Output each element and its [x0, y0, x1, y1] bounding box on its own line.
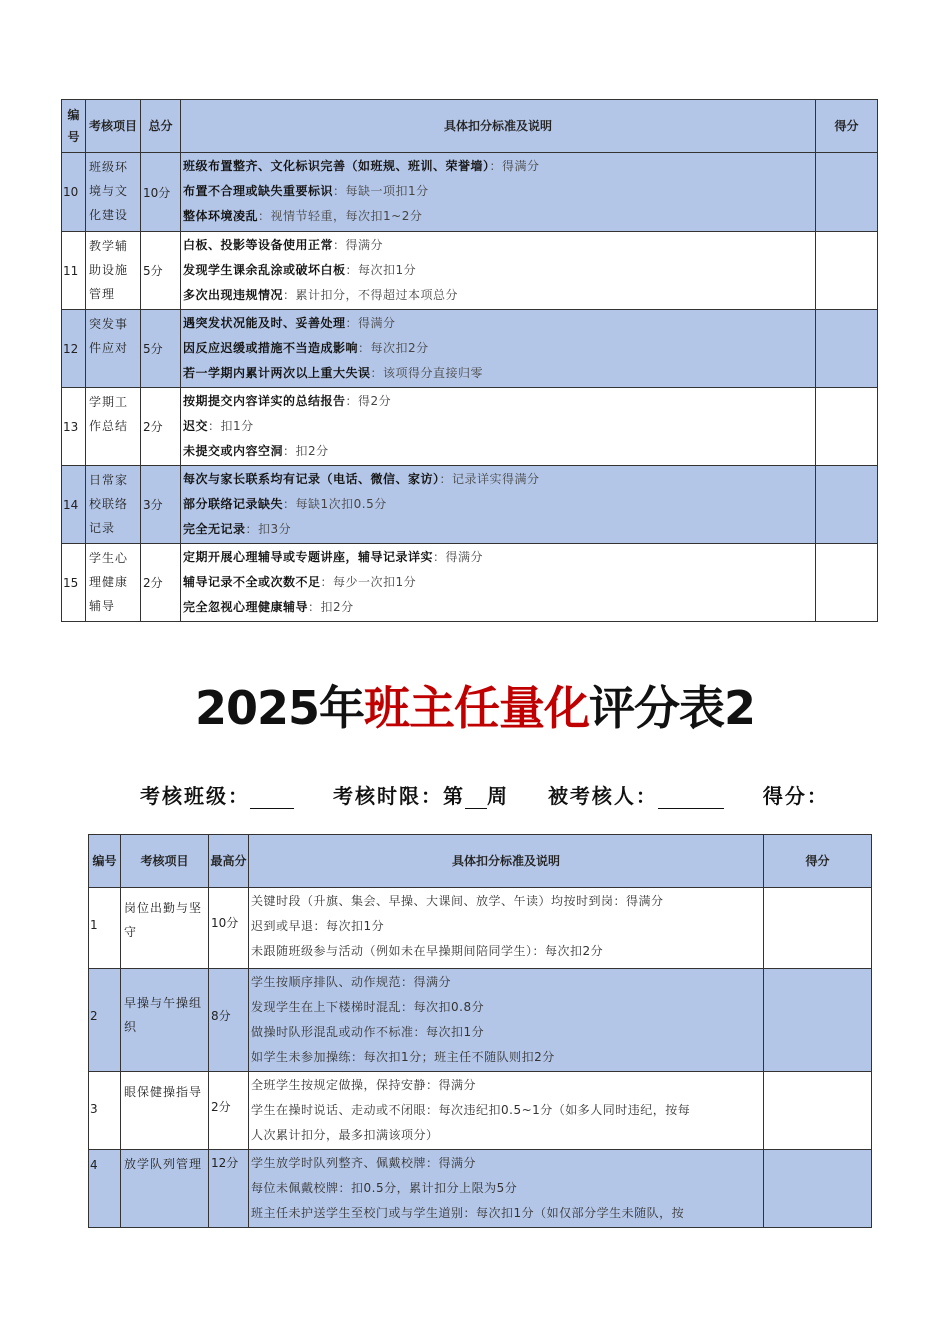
criteria-condition: 白板、投影等设备使用正常 — [183, 238, 334, 252]
criteria-deduction: ：得2分 — [345, 394, 392, 408]
header-score: 得分 — [764, 835, 872, 888]
row-criteria — [181, 466, 816, 544]
row-points: 10分 — [141, 153, 181, 232]
row-score-cell — [816, 388, 878, 466]
score-label: 得分： — [762, 784, 829, 808]
criteria-condition: 多次出现违规情况 — [183, 288, 284, 302]
row-score-cell — [764, 888, 872, 969]
row-number: 15 — [62, 544, 86, 622]
row-score-cell — [816, 153, 878, 232]
criteria-line — [183, 233, 813, 258]
criteria-line: 发现学生在上下楼梯时混乱：每次扣0.8分 — [251, 1000, 485, 1014]
criteria-line: 班主任未护送学生至校门或与学生道别：每次扣1分（如仅部分学生未随队，按 — [251, 1206, 685, 1220]
criteria-line — [183, 439, 813, 464]
criteria-condition: 定期开展心理辅导或专题讲座，辅导记录详实 — [183, 550, 434, 564]
criteria-line: 迟到或早退：每次扣1分 — [251, 919, 385, 933]
table-header-row — [62, 100, 878, 153]
row-number: 2 — [89, 969, 121, 1072]
row-item: 放学队列管理 — [121, 1150, 209, 1228]
criteria-line — [183, 361, 813, 386]
table-row — [89, 1150, 872, 1228]
criteria-line: 关键时段（升旗、集会、早操、大课间、放学、午读）均按时到岗：得满分 — [251, 894, 664, 908]
criteria-line: 未跟随班级参与活动（例如未在早操期间陪同学生）：每次扣2分 — [251, 944, 604, 958]
row-number: 10 — [62, 153, 86, 232]
row-item: 班级环境与文化建设 — [86, 153, 141, 232]
score-table-1 — [61, 99, 878, 622]
criteria-deduction: ：每缺1次扣0.5分 — [283, 497, 387, 511]
criteria-deduction: ：扣3分 — [245, 522, 292, 536]
criteria-condition: 布置不合理或缺失重要标识 — [183, 184, 334, 198]
row-criteria — [181, 232, 816, 310]
criteria-line — [183, 467, 813, 492]
row-points: 8分 — [209, 969, 249, 1072]
row-criteria — [181, 153, 816, 232]
criteria-deduction: ：扣1分 — [208, 419, 254, 433]
title-highlight: 班主任量化 — [364, 681, 589, 735]
criteria-condition: 辅导记录不全或次数不足 — [183, 575, 321, 589]
row-criteria — [249, 969, 764, 1072]
row-score-cell — [816, 232, 878, 310]
criteria-line: 如学生未参加操练：每次扣1分；班主任不随队则扣2分 — [251, 1050, 555, 1064]
row-number: 4 — [89, 1150, 121, 1228]
assessment-info-line — [140, 780, 829, 809]
row-number: 11 — [62, 232, 86, 310]
period-label: 考核时限：第 — [332, 784, 465, 808]
row-number: 14 — [62, 466, 86, 544]
person-field — [548, 784, 724, 808]
criteria-condition: 遇突发状况能及时、妥善处理 — [183, 316, 346, 330]
criteria-line — [183, 336, 813, 361]
row-item: 早操与午操组织 — [121, 969, 209, 1072]
criteria-deduction: ：每次扣2分 — [358, 341, 429, 355]
criteria-condition: 若一学期内累计两次以上重大失误 — [183, 366, 371, 380]
row-points: 2分 — [141, 544, 181, 622]
criteria-line — [183, 179, 813, 204]
class-label: 考核班级： — [140, 784, 250, 808]
title-rest: 评分表2 — [589, 681, 756, 735]
row-points: 2分 — [209, 1072, 249, 1150]
criteria-condition: 部分联络记录缺失 — [183, 497, 284, 511]
criteria-line — [183, 154, 813, 179]
row-points: 5分 — [141, 232, 181, 310]
criteria-line — [183, 283, 813, 308]
criteria-deduction: ：得满分 — [433, 550, 484, 564]
header-score: 得分 — [816, 100, 878, 153]
criteria-deduction: ：得满分 — [489, 159, 540, 173]
row-item: 岗位出勤与坚守 — [121, 888, 209, 969]
table-row — [62, 153, 878, 232]
criteria-deduction: ：每少一次扣1分 — [320, 575, 417, 589]
header-number: 编号 — [62, 100, 86, 153]
header-points: 总分 — [141, 100, 181, 153]
criteria-line — [183, 204, 813, 229]
class-blank[interactable] — [250, 788, 294, 809]
header-item: 考核项目 — [86, 100, 141, 153]
criteria-line: 全班学生按规定做操，保持安静：得满分 — [251, 1078, 477, 1092]
row-points: 5分 — [141, 310, 181, 388]
row-points: 2分 — [141, 388, 181, 466]
criteria-condition: 每次与家长联系均有记录（电话、微信、家访） — [183, 472, 440, 486]
criteria-line: 做操时队形混乱或动作不标准：每次扣1分 — [251, 1025, 485, 1039]
criteria-line: 每位未佩戴校牌：扣0.5分，累计扣分上限为5分 — [251, 1181, 518, 1195]
criteria-line: 学生放学时队列整齐、佩戴校牌：得满分 — [251, 1156, 477, 1170]
table-row — [62, 310, 878, 388]
row-criteria — [249, 888, 764, 969]
header-number: 编号 — [89, 835, 121, 888]
row-criteria — [181, 310, 816, 388]
criteria-deduction: ：该项得分直接归零 — [370, 366, 484, 380]
row-score-cell — [816, 466, 878, 544]
criteria-line — [183, 414, 813, 439]
row-item: 眼保健操指导 — [121, 1072, 209, 1150]
title-year: 2025年 — [194, 681, 364, 735]
header-item: 考核项目 — [121, 835, 209, 888]
criteria-line — [183, 311, 813, 336]
row-criteria — [249, 1072, 764, 1150]
row-item: 学期工作总结 — [86, 388, 141, 466]
criteria-line: 学生按顺序排队、动作规范：得满分 — [251, 975, 452, 989]
row-item: 突发事件应对 — [86, 310, 141, 388]
criteria-deduction: ：每缺一项扣1分 — [333, 184, 429, 198]
criteria-line — [183, 517, 813, 542]
criteria-condition: 完全无记录 — [183, 522, 246, 536]
score-table-2 — [88, 834, 872, 1228]
row-number: 13 — [62, 388, 86, 466]
criteria-line — [183, 389, 813, 414]
criteria-deduction: ：视情节轻重，每次扣1~2分 — [258, 209, 423, 223]
criteria-condition: 未提交或内容空洞 — [183, 444, 284, 458]
table-row — [89, 969, 872, 1072]
row-score-cell — [816, 310, 878, 388]
row-points: 3分 — [141, 466, 181, 544]
criteria-condition: 发现学生课余乱涂或破坏白板 — [183, 263, 346, 277]
row-score-cell — [816, 544, 878, 622]
criteria-line — [183, 570, 813, 595]
criteria-deduction: ：记录详实得满分 — [439, 472, 540, 486]
criteria-condition: 按期提交内容详实的总结报告 — [183, 394, 346, 408]
criteria-line — [183, 545, 813, 570]
criteria-deduction: ：得满分 — [333, 238, 384, 252]
table-header-row — [89, 835, 872, 888]
row-criteria — [181, 544, 816, 622]
person-blank[interactable] — [658, 788, 724, 809]
criteria-condition: 整体环境凌乱 — [183, 209, 259, 223]
criteria-deduction: ：累计扣分，不得超过本项总分 — [283, 288, 459, 302]
criteria-deduction: ：每次扣1分 — [345, 263, 417, 277]
row-number: 12 — [62, 310, 86, 388]
row-number: 3 — [89, 1072, 121, 1150]
row-points: 12分 — [209, 1150, 249, 1228]
table-row — [62, 388, 878, 466]
week-blank[interactable] — [465, 788, 487, 809]
criteria-line — [183, 595, 813, 620]
criteria-deduction: ：得满分 — [345, 316, 396, 330]
criteria-line — [183, 258, 813, 283]
row-item: 学生心理健康辅导 — [86, 544, 141, 622]
row-score-cell — [764, 969, 872, 1072]
person-label: 被考核人： — [547, 784, 658, 808]
row-points: 10分 — [209, 888, 249, 969]
table-row — [62, 232, 878, 310]
criteria-line: 学生在操时说话、走动或不闭眼：每次违纪扣0.5~1分（如多人同时违纪，按每 — [251, 1103, 691, 1117]
row-criteria — [181, 388, 816, 466]
row-number: 1 — [89, 888, 121, 969]
criteria-condition: 迟交 — [183, 419, 209, 433]
class-field — [140, 784, 294, 808]
row-item: 教学辅助设施管理 — [86, 232, 141, 310]
header-criteria: 具体扣分标准及说明 — [181, 100, 816, 153]
row-item: 日常家校联络记录 — [86, 466, 141, 544]
period-suffix: 周 — [486, 784, 509, 808]
table-row — [89, 1072, 872, 1150]
score-field — [763, 784, 829, 808]
header-criteria: 具体扣分标准及说明 — [249, 835, 764, 888]
criteria-line: 人次累计扣分，最多扣满该项分） — [251, 1128, 439, 1142]
criteria-line — [183, 492, 813, 517]
table-row — [89, 888, 872, 969]
criteria-condition: 班级布置整齐、文化标识完善（如班规、班训、荣誉墙） — [183, 159, 490, 173]
table-row — [62, 466, 878, 544]
row-score-cell — [764, 1150, 872, 1228]
row-score-cell — [764, 1072, 872, 1150]
table-row — [62, 544, 878, 622]
row-criteria — [249, 1150, 764, 1228]
criteria-deduction: ：扣2分 — [283, 444, 329, 458]
criteria-condition: 因反应迟缓或措施不当造成影响 — [183, 341, 359, 355]
header-points: 最高分 — [209, 835, 249, 888]
page-title — [0, 672, 950, 738]
criteria-condition: 完全忽视心理健康辅导 — [183, 600, 309, 614]
criteria-deduction: ：扣2分 — [308, 600, 354, 614]
period-field — [333, 784, 509, 808]
